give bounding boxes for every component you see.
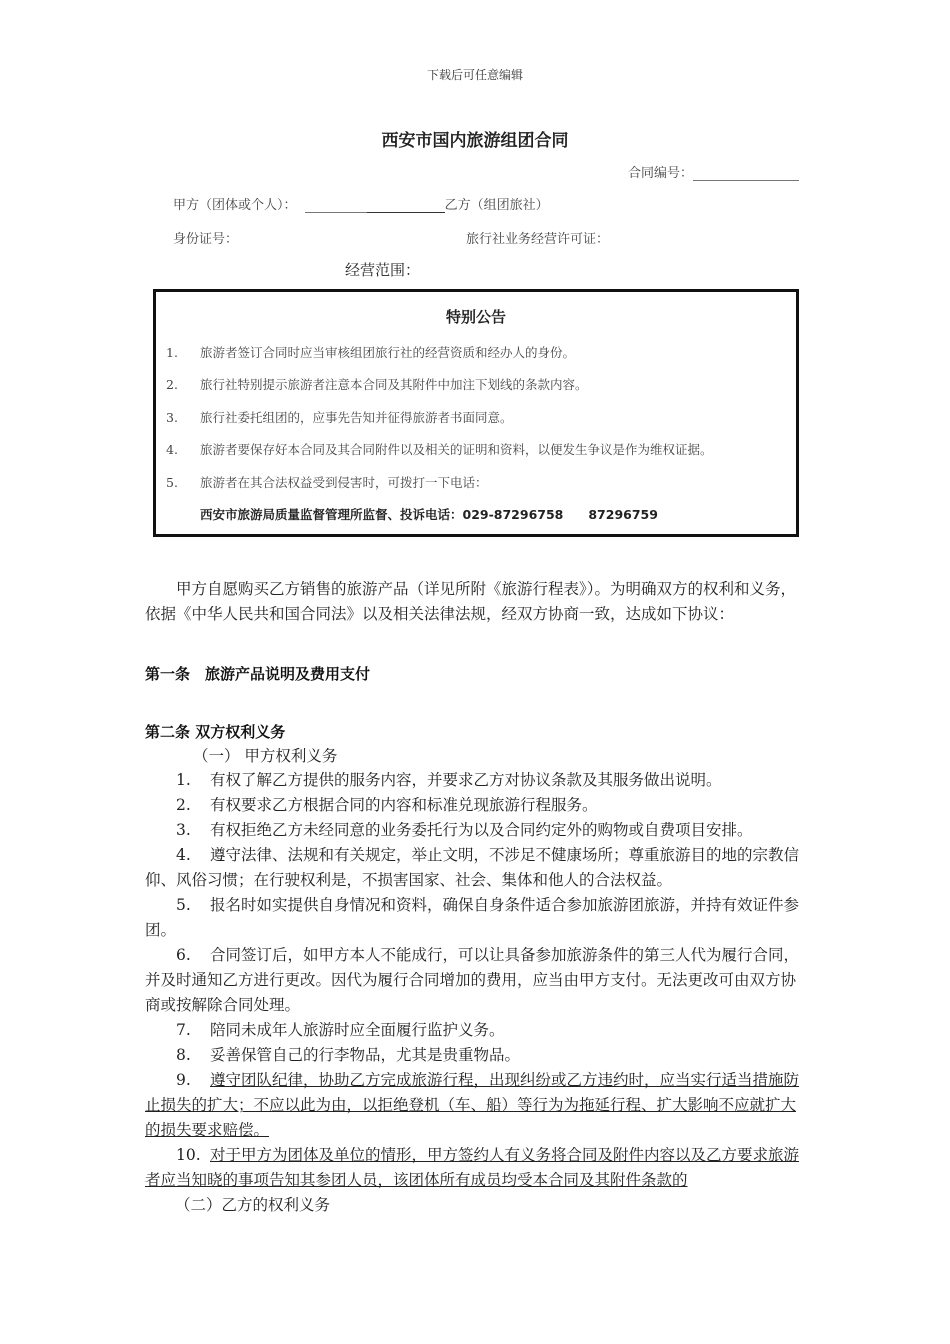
document-title: 西安市国内旅游组团合同 xyxy=(381,131,569,151)
party-a-blank[interactable] xyxy=(305,198,367,213)
contract-number-blank[interactable] xyxy=(693,166,799,181)
section-2-heading: （二）乙方的权利义务 xyxy=(175,1196,331,1214)
list-item: 8. 妥善保管自己的行李物品，尤其是贵重物品。 xyxy=(176,1046,521,1064)
list-item: 4. 遵守法律、法规和有关规定，举止文明，不涉足不健康场所；尊重旅游目的地的宗教信仰、风俗习惯；在行驶权利是，不损害国家、社会、集体和他人的合法权益。 xyxy=(145,846,800,889)
contract-number-row xyxy=(628,162,799,181)
header-note: 下载后可任意编辑 xyxy=(426,68,523,82)
notice-item: 3. 旅行社委托组团的，应事先告知并征得旅游者书面同意。 xyxy=(166,410,513,425)
list-item: 1. 有权了解乙方提供的服务内容，并要求乙方对协议条款及其服务做出说明。 xyxy=(176,771,722,789)
list-item: 6. 合同签订后，如甲方本人不能成行，可以让具备参加旅游条件的第三人代为履行合同，并及时通知乙方进行更改。因代为履行合同增加的费用，应当由甲方支付。无法更改可由双方协商或按解除合同处理。 xyxy=(145,946,800,1014)
notice-item: 2. 旅行社特别提示旅游者注意本合同及其附件中加注下划线的条款内容。 xyxy=(166,377,588,392)
list-item: 2. 有权要求乙方根据合同的内容和标准兑现旅游行程服务。 xyxy=(176,796,598,814)
id-label: 身份证号： xyxy=(173,232,239,247)
list-item: 7. 陪同未成年人旅游时应全面履行监护义务。 xyxy=(176,1021,505,1039)
list-item: 5. 报名时如实提供自身情况和资料，确保自身条件适合参加旅游团旅游，并持有效证件参团。 xyxy=(145,896,800,939)
license-label: 旅行社业务经营许可证： xyxy=(466,232,610,247)
list-item: 10. 对于甲方为团体及单位的情形，甲方签约人有义务将合同及附件内容以及乙方要求旅游者应当知晓的事项告知其参团人员，该团体所有成员均受本合同及其附件条款的 xyxy=(145,1146,800,1189)
notice-title: 特别公告 xyxy=(445,308,506,326)
notice-item: 1. 旅游者签订合同时应当审核组团旅行社的经营资质和经办人的身份。 xyxy=(166,345,576,360)
list-item: 3. 有权拒绝乙方未经同意的业务委托行为以及合同约定外的购物或自费项目安排。 xyxy=(176,821,753,839)
article-1-heading: 第一条 旅游产品说明及费用支付 xyxy=(145,665,371,683)
business-scope-label: 经营范围： xyxy=(345,261,421,279)
list-item: 9. 遵守团队纪律，协助乙方完成旅游行程，出现纠纷或乙方违约时，应当实行适当措施防止损失的扩大；不应以此为由，以拒绝登机（车、船）等行为为拖延行程、扩大影响不应就扩大的损失要求赔偿。 xyxy=(145,1071,800,1139)
notice-item: 4. 旅游者要保存好本合同及其合同附件以及相关的证明和资料，以便发生争议是作为维权证据。 xyxy=(166,442,713,457)
party-row xyxy=(173,194,549,213)
complaint-hotline: 西安市旅游局质量监督管理所监督、投诉电话：029-87296758 87296759 xyxy=(200,507,658,522)
section-1-heading: （一） 甲方权利义务 xyxy=(193,747,338,765)
intro-paragraph: 甲方自愿购买乙方销售的旅游产品（详见所附《旅游行程表》）。为明确双方的权利和义务，依据《中华人民共和国合同法》以及相关法律法规，经双方协商一致，达成如下协议： xyxy=(145,580,797,623)
article-2-heading: 第二条 双方权利义务 xyxy=(145,723,286,741)
notice-item: 5. 旅游者在其合法权益受到侵害时，可拨打一下电话： xyxy=(166,475,488,490)
party-a-blank-2[interactable] xyxy=(367,198,445,213)
party-b-label: 乙方（组团旅社） xyxy=(444,198,549,213)
special-notice-box xyxy=(153,289,799,537)
contract-number-label: 合同编号： xyxy=(628,166,694,181)
party-a-label: 甲方（团体或个人）： xyxy=(173,198,297,213)
